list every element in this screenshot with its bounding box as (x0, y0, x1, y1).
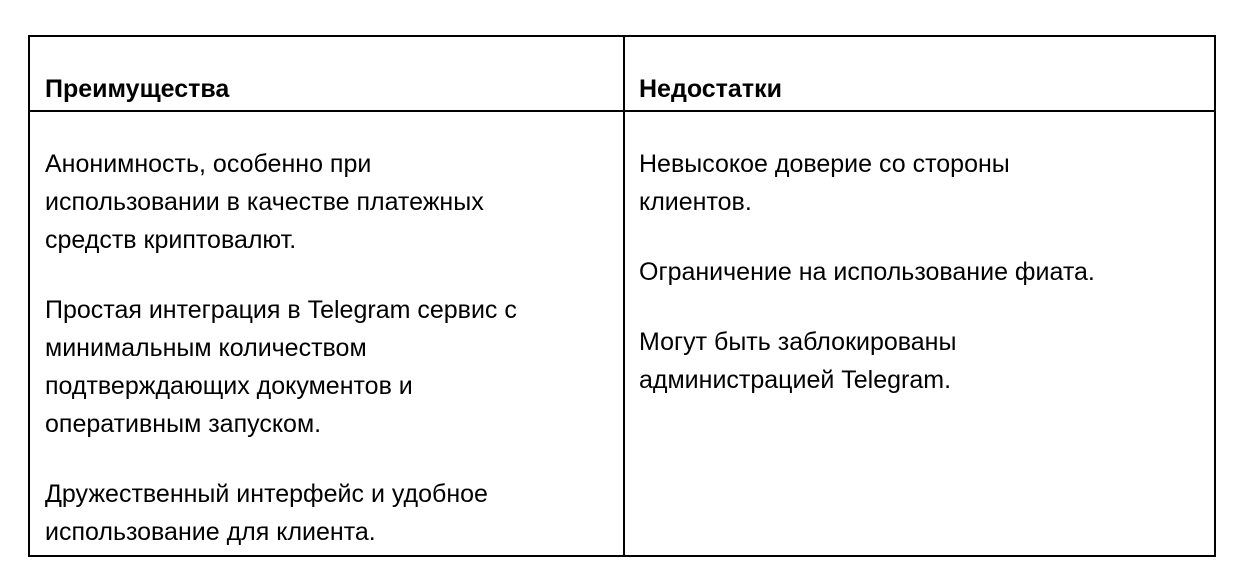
disadvantages-header: Недостатки (639, 75, 782, 103)
column-divider (623, 37, 625, 555)
disadvantage-item: Невысокое доверие со стороны клиентов. (639, 150, 1010, 216)
advantage-item: Дружественный интерфейс и удобное использование для клиента. (45, 480, 488, 546)
advantages-cell (45, 145, 610, 551)
disadvantage-item: Могут быть заблокированы администрацией Telegram. (639, 328, 957, 394)
header-divider (30, 110, 1214, 112)
disadvantages-cell (639, 145, 1204, 399)
advantages-header: Преимущества (45, 75, 230, 103)
disadvantage-item: Ограничение на использование фиата. (639, 258, 1095, 286)
advantage-item: Простая интеграция в Telegram сервис с минимальным количеством подтверждающих документов и оперативным запуском. (45, 296, 517, 438)
comparison-table (28, 35, 1216, 557)
advantage-item: Анонимность, особенно при использовании в качестве платежных средств криптовалют. (45, 150, 484, 254)
